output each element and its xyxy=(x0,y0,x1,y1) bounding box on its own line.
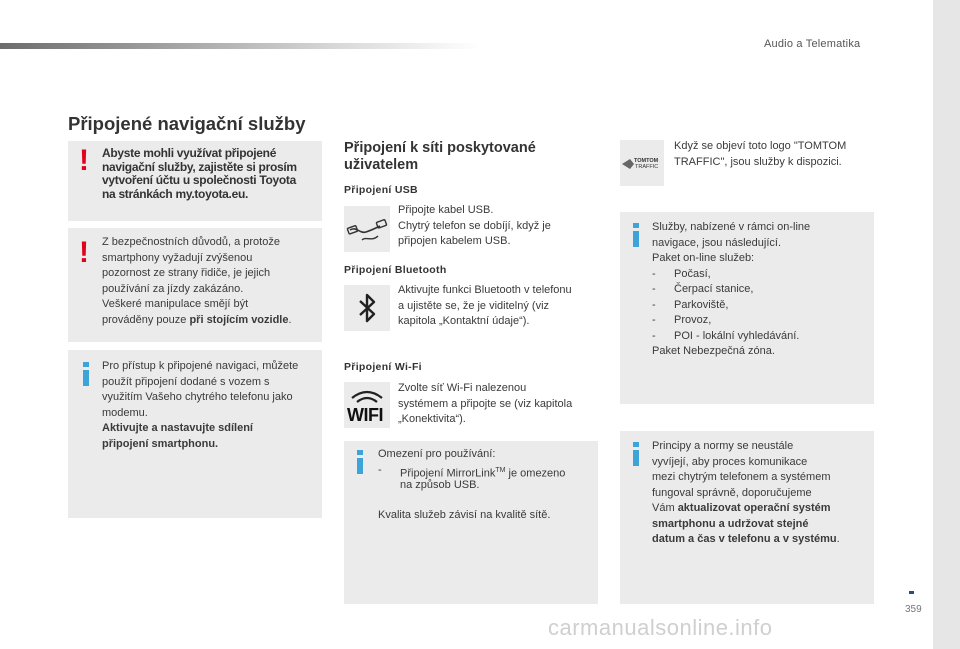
list-dash: - xyxy=(378,463,382,476)
usb-icon-box xyxy=(344,206,390,252)
wifi-text xyxy=(398,381,593,428)
text-span: . xyxy=(288,313,292,326)
text-line xyxy=(652,501,870,517)
list-item-label: Provoz, xyxy=(674,314,712,326)
services-list xyxy=(652,267,867,345)
text-line: modemu. xyxy=(102,406,148,419)
header-gradient-bar xyxy=(0,43,480,49)
warning-box-safety xyxy=(68,228,322,342)
bluetooth-heading: Připojení Bluetooth xyxy=(344,264,447,276)
text-line: Služby, nabízené v rámci on-line xyxy=(652,221,811,233)
info-icon xyxy=(356,450,364,474)
text-line: mezi chytrým telefonem a systémem xyxy=(652,471,831,483)
text-line: připojení smartphonu. xyxy=(102,437,219,450)
list-item: - Počasí, xyxy=(652,267,867,283)
text-line: Pro přístup k připojené navigaci, můžete xyxy=(102,360,299,372)
info-icon xyxy=(632,442,640,466)
info-icon xyxy=(632,223,640,247)
text-line: Když se objeví toto logo "TOMTOM xyxy=(674,140,847,152)
usb-cable-icon xyxy=(344,206,390,252)
text-emphasis: při stojícím vozidle xyxy=(189,313,289,326)
text-emphasis: datum a čas v telefonu a v systému xyxy=(652,533,837,545)
text-line: na způsob USB. xyxy=(400,479,480,491)
tomtom-text xyxy=(674,139,874,170)
bluetooth-icon-box xyxy=(344,285,390,331)
list-item-label: POI - lokální vyhledávání. xyxy=(674,329,800,342)
section-title: Audio a Telematika xyxy=(764,38,861,50)
wifi-icon-box xyxy=(344,382,390,428)
info-icon xyxy=(82,362,90,386)
page-number: 359 xyxy=(905,604,922,615)
bluetooth-text xyxy=(398,283,593,330)
text-span: Vám xyxy=(652,502,678,514)
text-line: Omezení pro používání: xyxy=(378,448,496,460)
text-span: Připojení MirrorLink xyxy=(400,467,496,480)
list-item-label: Parkoviště, xyxy=(674,298,729,311)
list-item: - Parkoviště, xyxy=(652,298,867,314)
warning-exclamation-icon: ! xyxy=(79,144,89,177)
warning-safety-text xyxy=(102,235,317,328)
text-line: TRAFFIC", jsou služby k dispozici. xyxy=(674,155,842,168)
wifi-icon-label: WIFI xyxy=(347,405,383,425)
text-line: navigace, jsou následující. xyxy=(652,236,782,249)
text-line xyxy=(378,463,593,479)
text-line: fungoval správně, doporučujeme xyxy=(652,486,812,499)
list-item: - POI - lokální vyhledávání. xyxy=(652,329,867,345)
text-line: „Konektivita“). xyxy=(398,413,466,425)
info-box-limitations xyxy=(344,441,598,604)
text-emphasis: aktualizovat operační systém xyxy=(677,502,831,514)
page-title: Připojené navigační služby xyxy=(68,113,306,134)
principles-text xyxy=(652,439,870,548)
text-line: používání za jízdy zakázáno. xyxy=(102,282,244,295)
tomtom-logo-line2: TRAFFIC xyxy=(635,164,659,170)
text-span: prováděny pouze xyxy=(102,313,190,326)
section-heading-user-network xyxy=(344,140,584,174)
text-line: využitím Vašeho chytrého telefonu jako xyxy=(102,391,293,403)
services-text xyxy=(652,220,867,360)
text-line: připojen kabelem USB. xyxy=(398,235,511,247)
text-line: Zvolte síť Wi-Fi nalezenou xyxy=(398,382,527,394)
text-line: použít připojení dodané s vozem s xyxy=(102,375,270,388)
watermark: carmanualsonline.info xyxy=(548,615,773,640)
list-item: - Čerpací stanice, xyxy=(652,282,867,298)
limitations-text xyxy=(378,447,593,523)
warning-exclamation-icon: ! xyxy=(79,236,89,269)
text-line: Aktivujte a nastavujte sdílení xyxy=(102,422,253,434)
usb-heading: Připojení USB xyxy=(344,184,418,196)
text-line: systémem a připojte se (viz kapitola xyxy=(398,397,573,410)
text-line: pozornost ze strany řidiče, je jejich xyxy=(102,267,271,279)
text-line: Paket on-line služeb: xyxy=(652,252,755,264)
info-box-services xyxy=(620,212,874,404)
text-line: Aktivujte funkci Bluetooth v telefonu xyxy=(398,284,572,296)
text-line: Připojte kabel USB. xyxy=(398,204,494,216)
usb-text xyxy=(398,203,588,250)
warning-box-account xyxy=(68,141,322,221)
tomtom-logo-line1: TOMTOM xyxy=(634,158,659,164)
text-line: Principy a normy se neustále xyxy=(652,440,794,452)
warning-account-text: Abyste mohli využívat připojené navigační služby, zajistěte si prosím vytvoření účtu u společnosti Toyota na stránkách my.toyota.eu. xyxy=(102,146,297,201)
heading-line: Připojení k síti poskytované xyxy=(344,140,536,156)
text-line: Chytrý telefon se dobíjí, když je xyxy=(398,219,551,232)
heading-line: uživatelem xyxy=(344,157,419,173)
info-hotspot-text xyxy=(102,359,317,452)
text-line: Paket Nebezpečná zóna. xyxy=(652,345,775,357)
tomtom-logo-box xyxy=(620,140,664,186)
text-line: Z bezpečnostních důvodů, a protože xyxy=(102,236,280,248)
bluetooth-icon xyxy=(344,285,390,331)
list-item: - Provoz, xyxy=(652,313,867,329)
text-line: Veškeré manipulace smějí být xyxy=(102,298,249,310)
text-line: vyvíjejí, aby proces komunikace xyxy=(652,455,808,468)
info-box-hotspot xyxy=(68,350,322,518)
text-span: . xyxy=(836,533,840,545)
list-item-label: Čerpací stanice, xyxy=(674,283,754,295)
page-marker xyxy=(909,591,914,594)
text-span: je omezeno xyxy=(505,467,566,480)
text-line: smartphony vyžadují zvýšenou xyxy=(102,251,253,264)
text-line xyxy=(652,532,870,548)
trademark-mark: TM xyxy=(495,466,506,474)
wifi-heading: Připojení Wi-Fi xyxy=(344,361,422,373)
text-line: Kvalita služeb závisí na kvalitě sítě. xyxy=(378,508,551,521)
info-box-principles xyxy=(620,431,874,604)
text-line xyxy=(102,313,317,329)
text-line: smartphonu a udržovat stejné xyxy=(652,517,809,530)
text-line: a ujistěte se, že je viditelný (viz xyxy=(398,299,550,312)
text-line: kapitola „Kontaktní údaje“). xyxy=(398,315,530,327)
page-edge-strip xyxy=(933,0,960,649)
list-item-label: Počasí, xyxy=(674,267,711,280)
